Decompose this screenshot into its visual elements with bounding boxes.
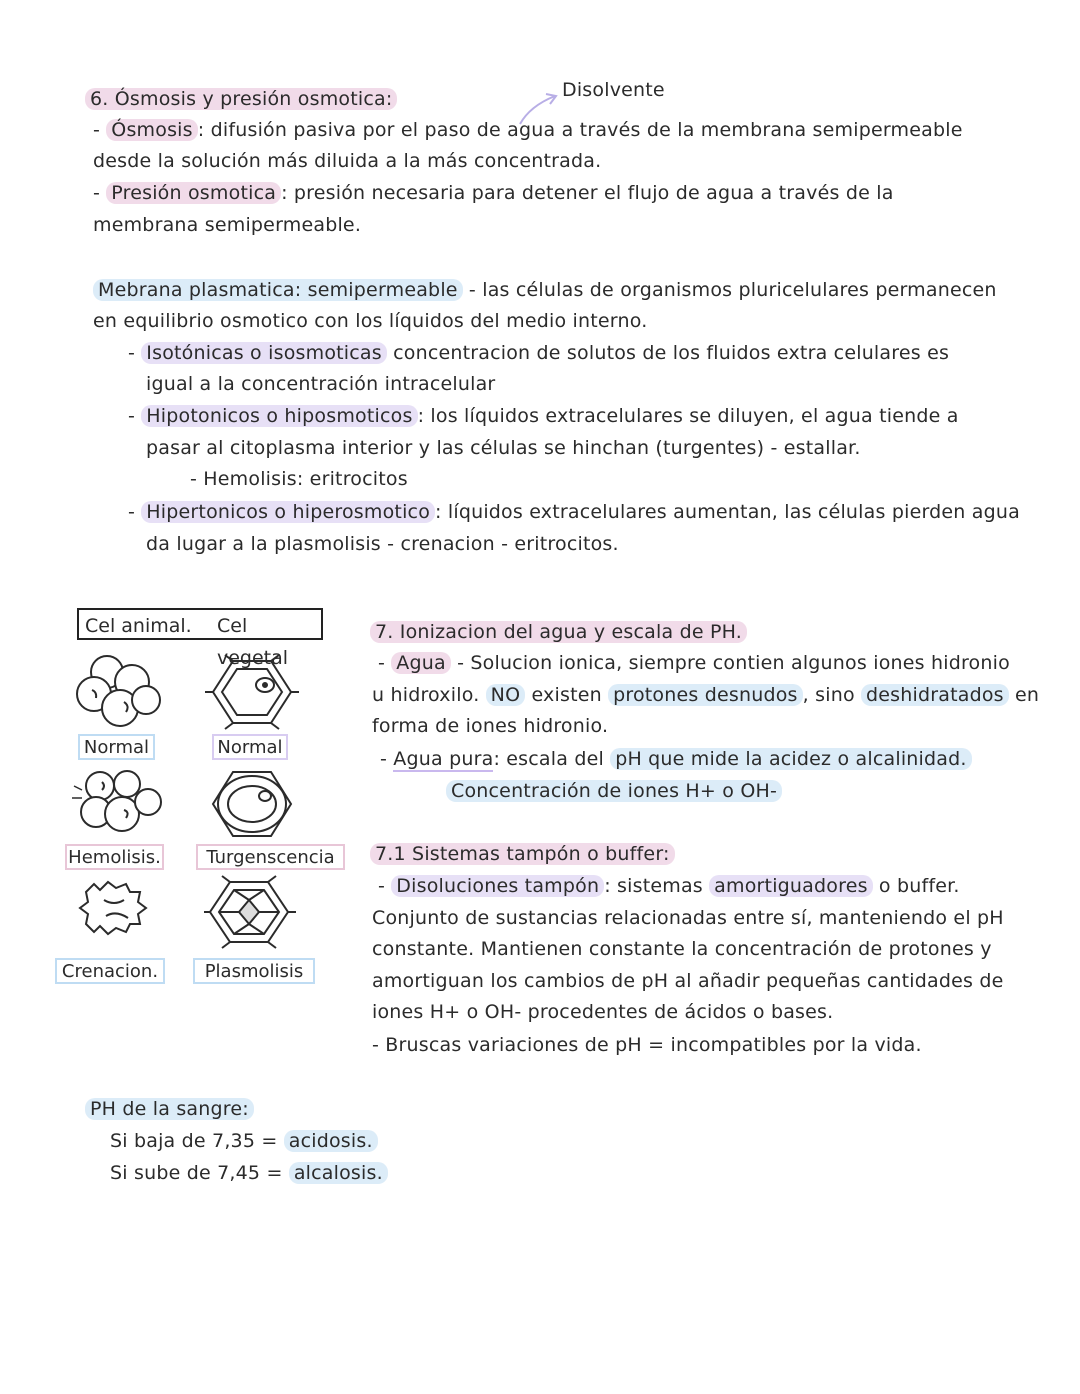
vegetal-turgente-cell-icon [207, 768, 297, 843]
buffer-line-5: iones H+ o OH- procedentes de ácidos o bases. [372, 1001, 834, 1023]
label-crenacion: Crenacion. [55, 958, 165, 984]
animal-hemolisis-cell-icon [72, 768, 167, 838]
cel-animal-label: Cel animal. [85, 615, 192, 637]
label-normal-animal: Normal [78, 734, 155, 760]
disoluciones-line: - Disoluciones tampón : sistemas amortiguadores o buffer. [378, 875, 960, 897]
section-7-1-title: 7.1 Sistemas tampón o buffer: [370, 841, 675, 867]
label-turgenscencia: Turgenscencia [196, 844, 345, 870]
agua-line-2: u hidroxilo. NO existen protones desnudos , sino deshidratados en [372, 684, 1040, 706]
cel-vegetal-label: Cel vegetal [217, 615, 289, 669]
isotonicas-line-2: igual a la concentración intracelular [146, 373, 496, 395]
buffer-line-2: Conjunto de sustancias relacionadas entre sí, manteniendo el pH [372, 907, 1004, 929]
cells-header-box [77, 608, 323, 669]
osmosis-line-1: - Ósmosis : difusión pasiva por el paso de agua a través de la membrana semipermeable [93, 119, 963, 141]
agua-line-3: forma de iones hidronio. [372, 715, 609, 737]
sangre-sube-line: Si sube de 7,45 = alcalosis. [110, 1160, 388, 1186]
hemolisis-line: - Hemolisis: eritrocitos [190, 468, 408, 490]
buffer-line-4: amortiguan los cambios de pH al añadir pequeñas cantidades de [372, 970, 1004, 992]
membrana-line-2: en equilibrio osmotico con los líquidos del medio interno. [93, 310, 648, 332]
agua-pura-line: - Agua pura: escala del pH que mide la acidez o alcalinidad. [380, 746, 972, 772]
presion-line-2: membrana semipermeable. [93, 214, 362, 236]
section-7-title: 7. Ionizacion del agua y escala de PH. [370, 619, 747, 645]
sangre-baja-line: Si baja de 7,35 = acidosis. [110, 1128, 378, 1154]
hipertonicos-line-2: da lugar a la plasmolisis - crenacion - eritrocitos. [146, 533, 619, 555]
isotonicas-line-1: - Isotónicas o isosmoticas concentracion de solutos de los fluidos extra celulares es [128, 342, 950, 364]
buffer-line-6: - Bruscas variaciones de pH = incompatibles por la vida. [372, 1034, 922, 1056]
disolvente-annotation: Disolvente [562, 79, 665, 101]
label-normal-vegetal: Normal [212, 734, 288, 760]
label-hemolisis: Hemolisis. [65, 844, 164, 870]
membrana-line-1: Mebrana plasmatica: semipermeable - las células de organismos pluricelulares permanecen [93, 277, 997, 303]
vegetal-normal-cell-icon [205, 655, 300, 730]
vegetal-plasmolisis-cell-icon [204, 876, 296, 948]
hipertonicos-line-1: - Hipertonicos o hiperosmotico : líquidos extracelulares aumentan, las células pierden agua [128, 501, 1020, 523]
buffer-line-3: constante. Mantienen constante la concentración de protones y [372, 938, 992, 960]
animal-normal-cell-icon [72, 652, 167, 732]
presion-line-1: - Presión osmotica : presión necesaria para detener el flujo de agua a través de la [93, 182, 894, 204]
agua-line-1: - Agua - Solucion ionica, siempre contien algunos iones hidronio [378, 652, 1010, 674]
osmosis-line-2: desde la solución más diluida a la más concentrada. [93, 150, 602, 172]
animal-crenacion-cell-icon [76, 878, 161, 940]
hipotonicos-line-1: - Hipotonicos o hiposmoticos : los líquidos extracelulares se diluyen, el agua tiende a [128, 405, 959, 427]
label-plasmolisis: Plasmolisis [193, 958, 315, 984]
concentracion-line: Concentración de iones H+ o OH- [446, 778, 782, 804]
sangre-title: PH de la sangre: [85, 1096, 254, 1122]
section-6-title: 6. Ósmosis y presión osmotica: [85, 86, 397, 112]
hipotonicos-line-2: pasar al citoplasma interior y las células se hinchan (turgentes) - estallar. [146, 437, 861, 459]
